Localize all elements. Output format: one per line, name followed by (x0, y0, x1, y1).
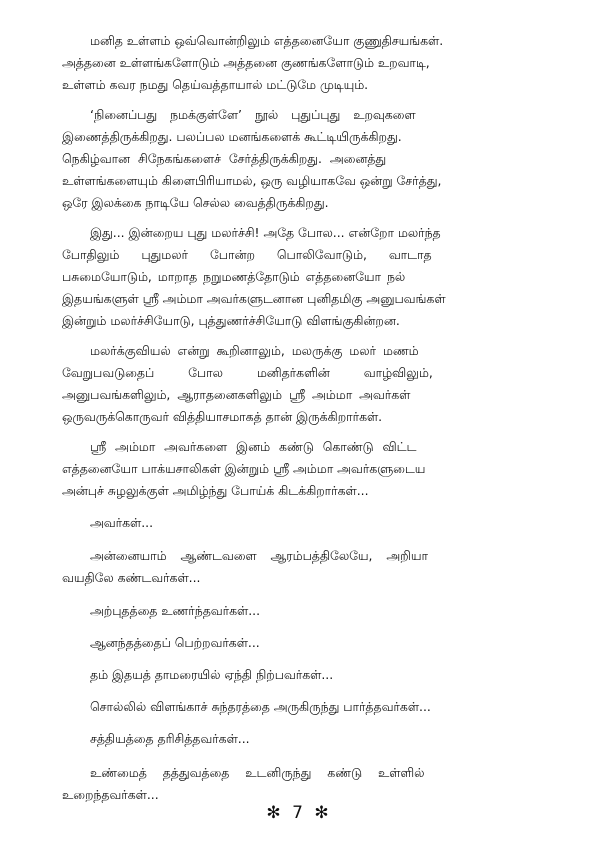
text-line: அற்புதத்தை உணர்ந்தவர்கள்... (90, 603, 261, 618)
text-line: எத்தனையோ பாக்யசாலிகள் இன்றும் ஸ்ரீ அம்மா அவர்களுடைய (62, 461, 426, 476)
text-line: வயதிலே கண்டவர்கள்... (62, 570, 201, 585)
text-line: பசுமையோடும், மாறாத நறுமணத்தோடும் எத்தனையோ நல் (62, 269, 406, 284)
text-line: மலர்க்குவியல் என்று கூறினாலும், மலருக்கு மலர் மணம் (90, 343, 419, 358)
text-line: உறைந்தவர்கள்... (62, 787, 159, 802)
page-number: 7 (292, 803, 303, 823)
text-line: இதயங்களுள் ஸ்ரீ அம்மா அவர்களுடனான புனிதமிகு அனுபவங்கள் (62, 291, 446, 306)
text-line: உண்மைத் தத்துவத்தை உடனிருந்து கண்டு உள்ளில் (90, 765, 425, 780)
text-line: மனித உள்ளம் ஒவ்வொன்றிலும் எத்தனையோ குணுதிசயங்கள். (90, 33, 444, 48)
text-line: அன்னையாம் ஆண்டவளை ஆரம்பத்திலேயே, அறியா (90, 548, 428, 563)
text-line: ஒருவருக்கொருவர் வித்தியாசமாகத் தான் இருக்கிறார்கள். (62, 409, 383, 424)
text-line: ‘நினைப்பது நமக்குள்ளே’ நூல் புதுப்புது உறவுகளை (90, 107, 416, 122)
text-line: வேறுபவடுதைப் போல மனிதர்களின் வாழ்விலும், (62, 365, 433, 380)
asterisk-icon: ✻ (266, 803, 281, 823)
text-line: இன்றும் மலர்ச்சியோடு, புத்துணர்ச்சியோடு விளங்குகின்றன. (62, 313, 400, 328)
text-line: சொல்லில் விளங்காச் சுந்தரத்தை அருகிருந்து பார்த்தவர்கள்... (90, 699, 431, 714)
text-line: சத்தியத்தை தரிசித்தவர்கள்... (90, 731, 250, 746)
text-line: உள்ளம் கவர நமது தெய்வத்தாயால் மட்டுமே முடியும். (62, 77, 369, 92)
asterisk-icon: ✻ (314, 803, 329, 823)
text-line: அத்தனை உள்ளங்களோடும் அத்தனை குணங்களோடும் உறவாடி, (62, 55, 430, 70)
text-line: அவர்கள்... (90, 515, 154, 530)
text-line: ஆனந்தத்தைப் பெற்றவர்கள்... (90, 635, 260, 650)
text-line: அன்புச் சுழலுக்குள் அமிழ்ந்து போய்க் கிடக்கிறார்கள்... (62, 483, 369, 498)
text-line: போதிலும் புதுமலர் போன்ற பொலிவோடும், வாடாத (62, 247, 432, 262)
text-line: ஸ்ரீ அம்மா அவர்களை இனம் கண்டு கொண்டு விட்ட (90, 439, 417, 454)
text-line: தம் இதயத் தாமரையில் ஏந்தி நிற்பவர்கள்... (90, 667, 334, 682)
text-line: ஒரே இலக்கை நாடியே செல்ல வைத்திருக்கிறது. (62, 195, 329, 210)
text-line: இணைத்திருக்கிறது. பலப்பல மனங்களைக் கூட்டியிருக்கிறது. (62, 129, 402, 144)
text-line: அனுபவங்களிலும், ஆராதனைகளிலும் ஸ்ரீ அம்மா அவர்கள் (62, 387, 411, 402)
text-line: இது... இன்றைய புது மலர்ச்சி! அதே போல... என்றோ மலர்ந்த (90, 225, 441, 240)
text-line: உள்ளங்களையும் கிளைபிரியாமல், ஒரு வழியாகவே ஒன்று சேர்த்து, (62, 173, 442, 188)
page-footer (0, 803, 595, 823)
text-line: நெகிழ்வான சிநேகங்களைச் சேர்த்திருக்கிறது. அனைத்து (62, 151, 387, 166)
